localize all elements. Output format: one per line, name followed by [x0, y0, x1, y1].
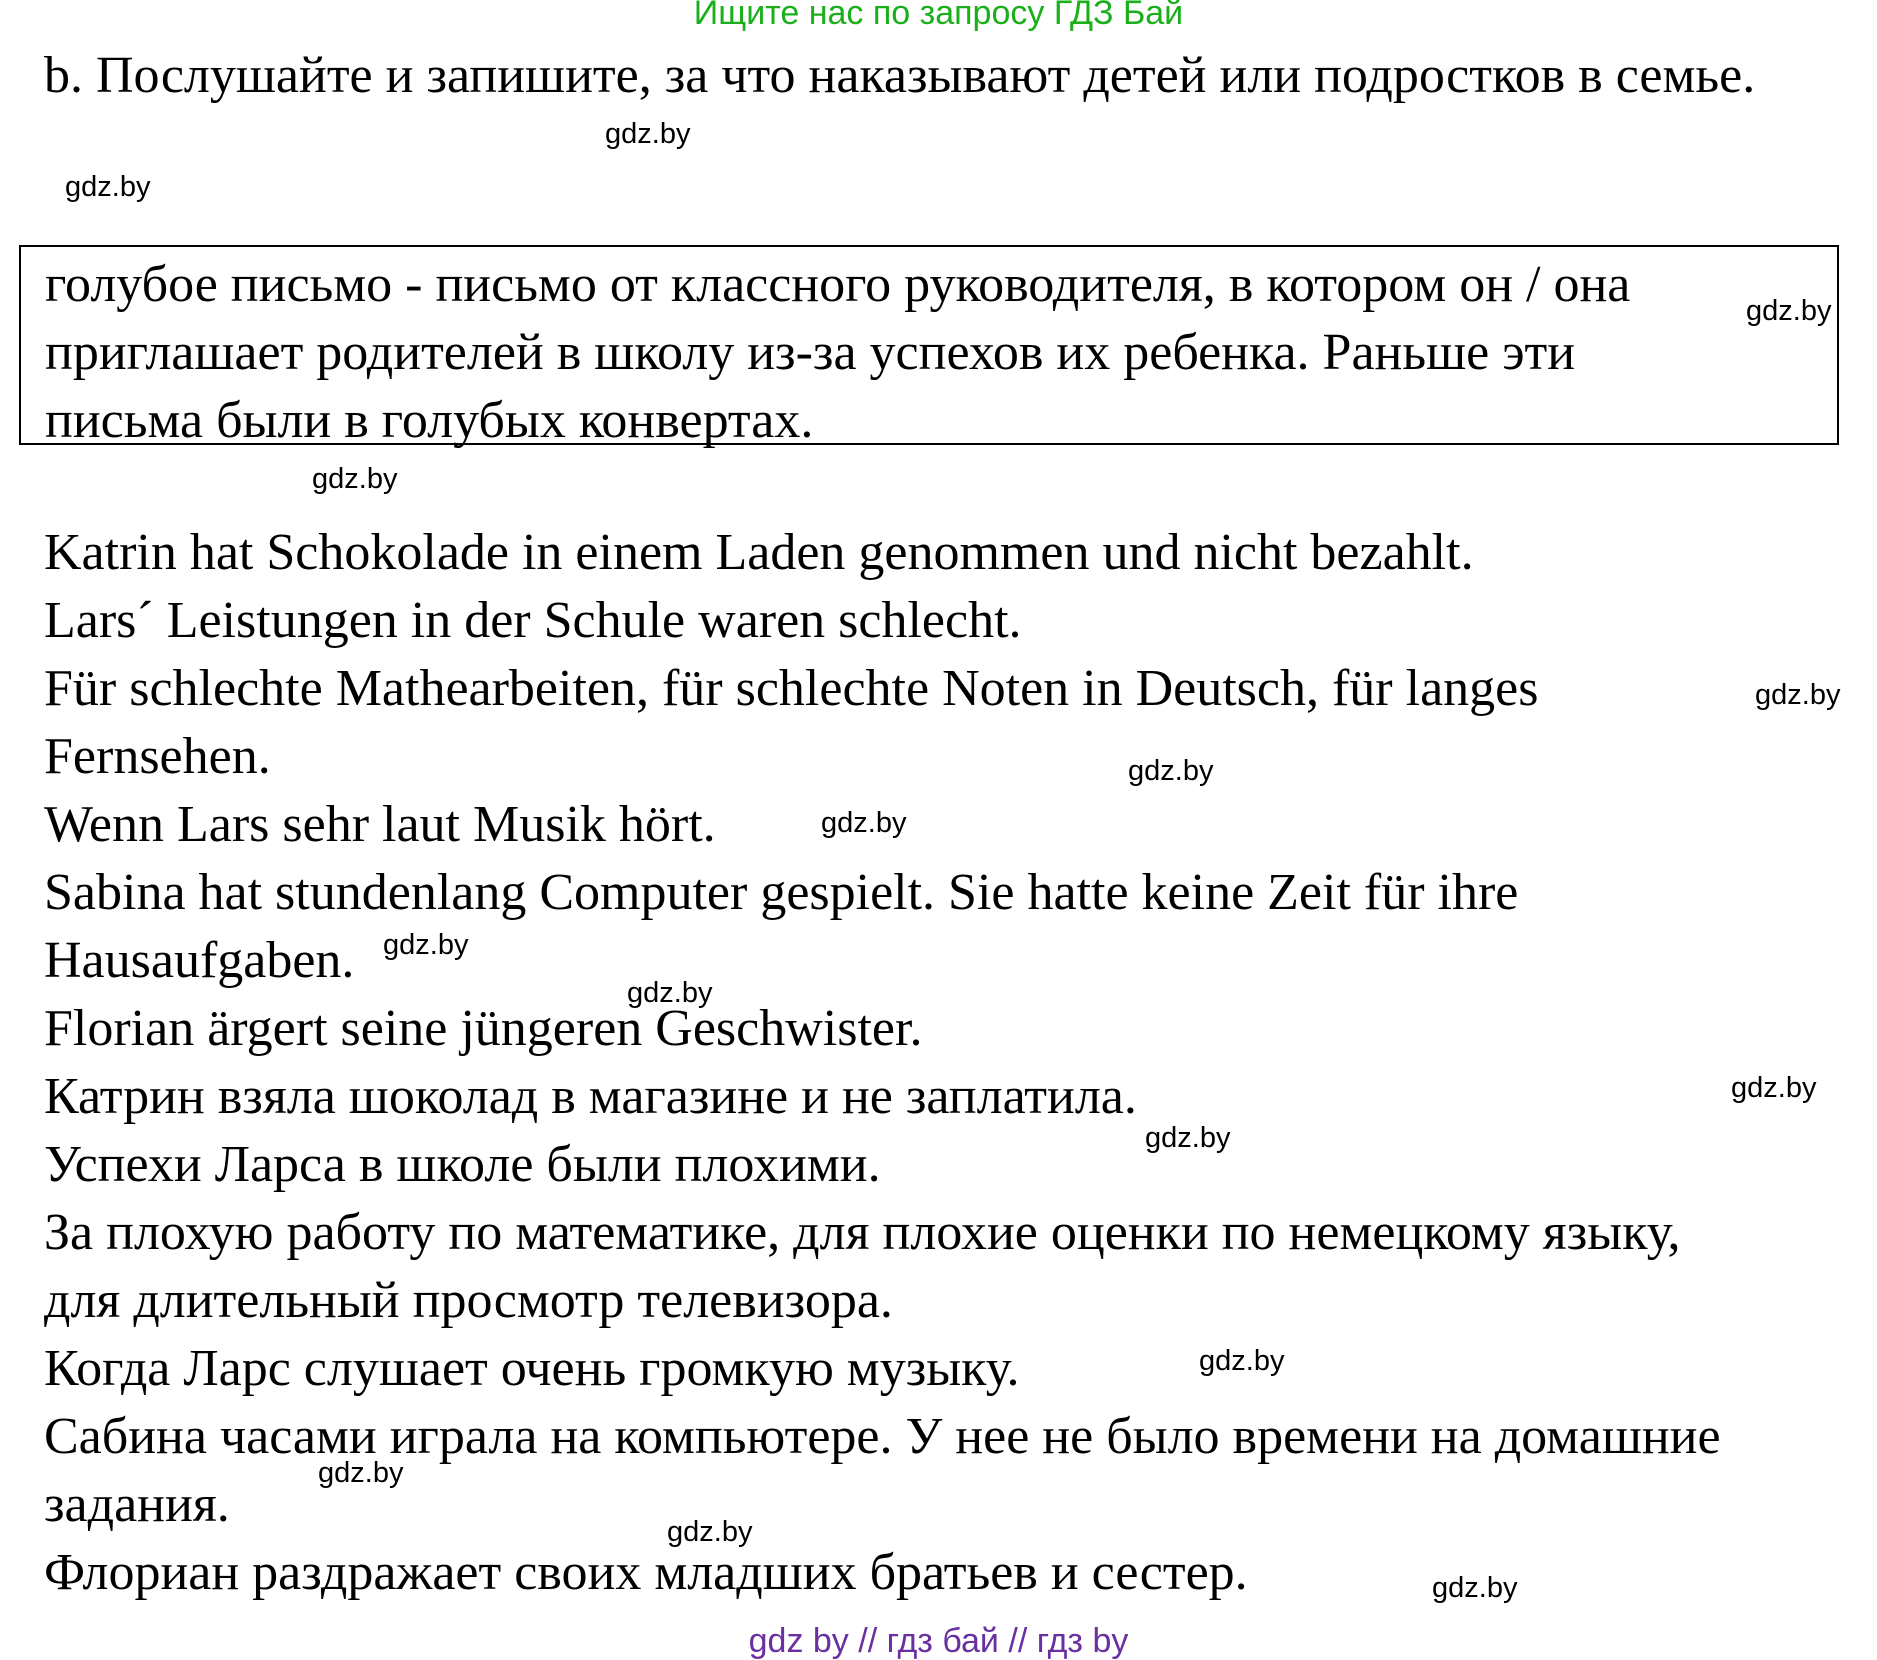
note-text: голубое письмо - письмо от классного руководителя, в котором он / она приглашает родителей в школу из-за успехов их ребенка. Раньше эти письма были в голубых конвертах.: [45, 256, 1631, 449]
watermark: gdz.by: [318, 1457, 404, 1489]
list-item: За плохую работу по математике, для плохие оценки по немецкому языку, для длительный просмотр телевизора.: [44, 1204, 1681, 1329]
watermark: gdz.by: [667, 1516, 753, 1548]
watermark: gdz.by: [627, 977, 713, 1009]
watermark: gdz.by: [1432, 1572, 1518, 1604]
list-item: Сабина часами играла на компьютере. У нее не было времени на домашние задания.: [44, 1408, 1721, 1533]
list-item: Florian ärgert seine jüngeren Geschwister.: [44, 1000, 923, 1057]
task-heading: b. Послушайте и запишите, за что наказывают детей или подростков в семье.: [44, 47, 1756, 104]
list-item: Успехи Ларса в школе были плохими.: [44, 1136, 881, 1193]
list-item: Когда Ларс слушает очень громкую музыку.: [44, 1340, 1020, 1397]
watermark: gdz.by: [1199, 1345, 1285, 1377]
watermark: gdz.by: [605, 118, 691, 150]
list-item: Für schlechte Mathearbeiten, für schlechte Noten in Deutsch, für langes Fernsehen.: [44, 660, 1539, 785]
watermark: gdz.by: [65, 171, 151, 203]
vocabulary-note-box: [19, 245, 1839, 449]
answer-list: [44, 519, 1764, 1607]
watermark: gdz.by: [383, 929, 469, 961]
list-item: Katrin hat Schokolade in einem Laden genommen und nicht bezahlt.: [44, 524, 1474, 581]
watermark: gdz.by: [312, 463, 398, 495]
watermark: gdz.by: [1755, 679, 1841, 711]
list-item: Wenn Lars sehr laut Musik hört.: [44, 796, 716, 853]
footer-bar[interactable]: gdz by // гдз бай // гдз by: [748, 1622, 1129, 1660]
watermark: gdz.by: [1731, 1072, 1817, 1104]
watermark: gdz.by: [821, 807, 907, 839]
list-item: Lars´ Leistungen in der Schule waren schlecht.: [44, 592, 1022, 649]
top-banner[interactable]: Ищите нас по запросу ГДЗ Бай: [693, 0, 1184, 32]
watermark: gdz.by: [1145, 1122, 1231, 1154]
watermark: gdz.by: [1128, 755, 1214, 787]
watermark: gdz.by: [1746, 295, 1832, 327]
list-item: Флориан раздражает своих младших братьев и сестер.: [44, 1544, 1248, 1601]
list-item: Катрин взяла шоколад в магазине и не заплатила.: [44, 1068, 1137, 1125]
list-item: Sabina hat stundenlang Computer gespielt. Sie hatte keine Zeit für ihre Hausaufgaben.: [44, 864, 1519, 989]
